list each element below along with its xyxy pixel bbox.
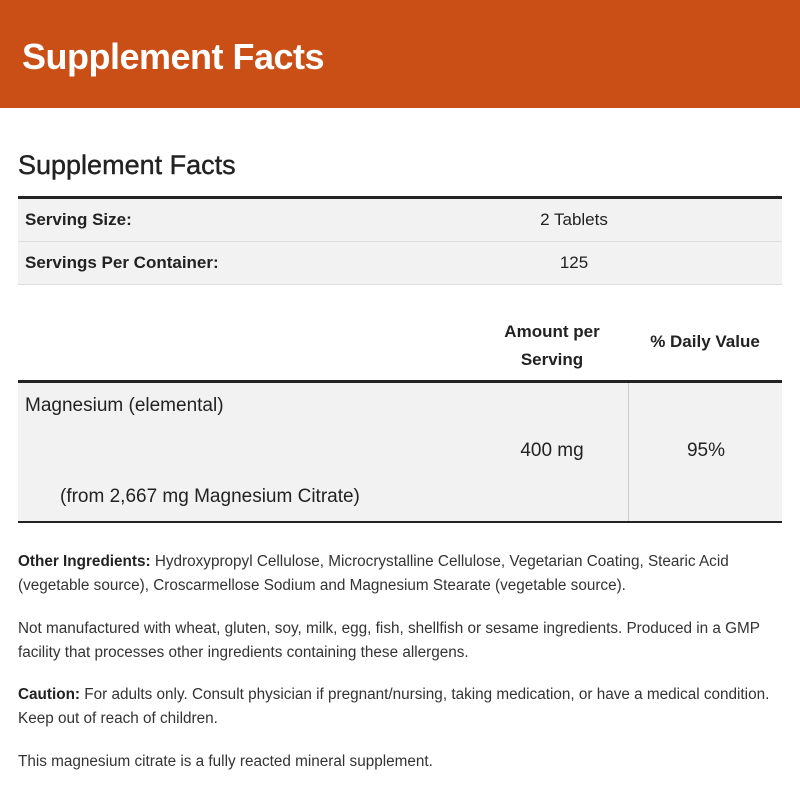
facts-column-header xyxy=(18,312,782,383)
nutrient-source: (from 2,667 mg Magnesium Citrate) xyxy=(60,486,360,507)
serving-size-row xyxy=(18,199,782,242)
serving-size-label: Serving Size: xyxy=(25,210,132,229)
allergen-note: Not manufactured with wheat, gluten, soy, milk, egg, fish, shellfish or sesame ingredients. Produced in a GMP facility that processes other ingredients containing these allergens. xyxy=(18,620,760,661)
amount-per-serving-header xyxy=(494,318,610,374)
nutrient-row xyxy=(18,383,782,523)
serving-table xyxy=(18,196,782,285)
column-divider xyxy=(628,383,629,521)
other-ingredients xyxy=(18,550,782,598)
amount-header-line1: Amount per xyxy=(504,322,600,341)
other-ingredients-label: Other Ingredients: xyxy=(18,553,151,570)
servings-per-container-value: 125 xyxy=(559,253,589,272)
footer-note: This magnesium citrate is a fully reacted mineral supplement. xyxy=(18,753,433,770)
nutrient-daily-value: 95% xyxy=(686,440,726,461)
serving-size-value: 2 Tablets xyxy=(540,210,608,229)
nutrient-amount: 400 mg xyxy=(520,440,584,461)
servings-per-container-row xyxy=(18,242,782,285)
page-title: Supplement Facts xyxy=(18,150,236,180)
amount-header-line2: Serving xyxy=(520,350,584,369)
caution-text: For adults only. Consult physician if pregnant/nursing, taking medication, or have a medical condition. Keep out of reach of children. xyxy=(18,686,770,727)
nutrient-name: Magnesium (elemental) xyxy=(25,395,224,416)
servings-per-container-label: Servings Per Container: xyxy=(25,253,219,272)
daily-value-header: % Daily Value xyxy=(650,332,760,351)
caution-label: Caution: xyxy=(18,686,81,703)
caution-note xyxy=(18,683,782,731)
header-banner xyxy=(0,0,800,108)
other-ingredients-text: Hydroxypropyl Cellulose, Microcrystalline Cellulose, Vegetarian Coating, Stearic Acid (vegetable source), Croscarmellose Sodium and Magnesium Stearate (vegetable source). xyxy=(18,553,729,594)
banner-title: Supplement Facts xyxy=(22,36,325,77)
